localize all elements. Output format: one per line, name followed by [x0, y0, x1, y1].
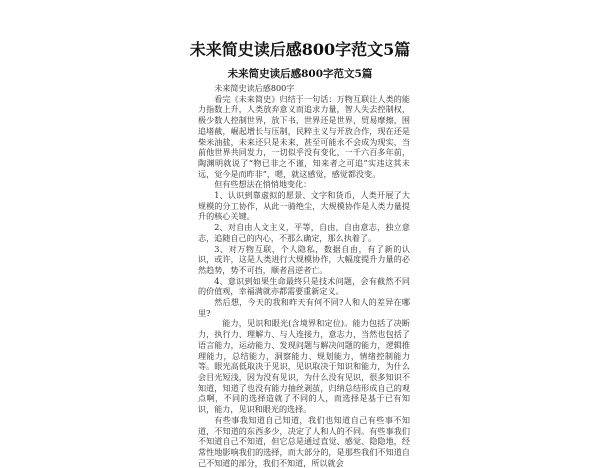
paragraph: 看完《未来简史》归结于一句话：万物互联让人类的能力指数上升，人类放弃意义而追求力量，智人失去控制权，极少数人控制世界，放下书，世界还是世界，贸易摩擦，围追堵截，崛起增长与压制，民粹主义与开放合作，现在还是柴米油盐，未来还只是未来，甚至可能永不会成为现实，当前他世界共同发力，一切似乎没有变化，一千六百多年前，陶渊明就说了“物已非之不谨，知来者之可追”实违这其未远，觉今是而昨非”，嗯，就这感觉，感觉都没变。 [198, 93, 410, 179]
paragraph: 3、对万物互联，个人隐私，数据自由，有了新的认识，或许，这是人类进行大规模协作，大幅度提升力量的必然趋势，势不可挡，顺者昌逆者亡。 [198, 243, 410, 275]
page-title: 未来简史读后感800字范文5篇 [189, 40, 411, 59]
paragraph: 1、认识到靠虚拟的愿景、文字和货币，人类开展了大规模的分工协作，从此一骑绝尘，大规模协作是人类力量提升的核心关键。 [198, 190, 410, 222]
paragraph: 但有些想法在悄悄地变化： [214, 179, 312, 190]
paragraph: 2、对自由人文主义，平等，自由，自由意志，独立意志，追随自己的内心，不那么确定，那么执着了。 [198, 222, 410, 243]
paragraph: 然后想，今天的我和昨天有何不同?人和人的差异在哪里? [198, 297, 410, 318]
paragraph: 4、意识到如果生命最终只是技术问题，会有截然不同的价值观，幸福满就亦都需要重新定义。 [198, 275, 410, 297]
paragraph: 有些事我知道自己知道，我们也知道自己有些事不知道，不知道的东西多少，决定了人和人的不同。有些事我们不知道自己不知道，但它总是通过直觉、感觉、隐隐地，经常性地影响我们的选择，而大部分的，是那些我们不知道自己不知道的部分，我们不知道，所以就会 [198, 414, 410, 468]
paragraph: 能力，见识和眼光(含境界和定位)。能力包括了决断力，执行力、理解力、与人连接力，意志力，当然也包括了语言能力，运动能力、发现问题与解决问题的能力，逻辑推理能力，总结能力，洞察能力、规划能力，情绪控制能力等。眼光高低取决于见识，见识取决于知识和能力，为什么会目光短浅，因为没有见识，为什么没有见识，很多知识不知道，知道了也没有能力抽丝剥茧，归纳总结形成自己的观点啊，不同的选择造就了不同的人，而选择是基于已有知识，能力，见识和眼光的选择。 [198, 318, 410, 415]
document-subtitle: 未来简史读后感800字范文5篇 [227, 68, 373, 80]
document-body [198, 83, 410, 468]
paragraph-heading: 未来简史读后感800字 [214, 83, 295, 93]
